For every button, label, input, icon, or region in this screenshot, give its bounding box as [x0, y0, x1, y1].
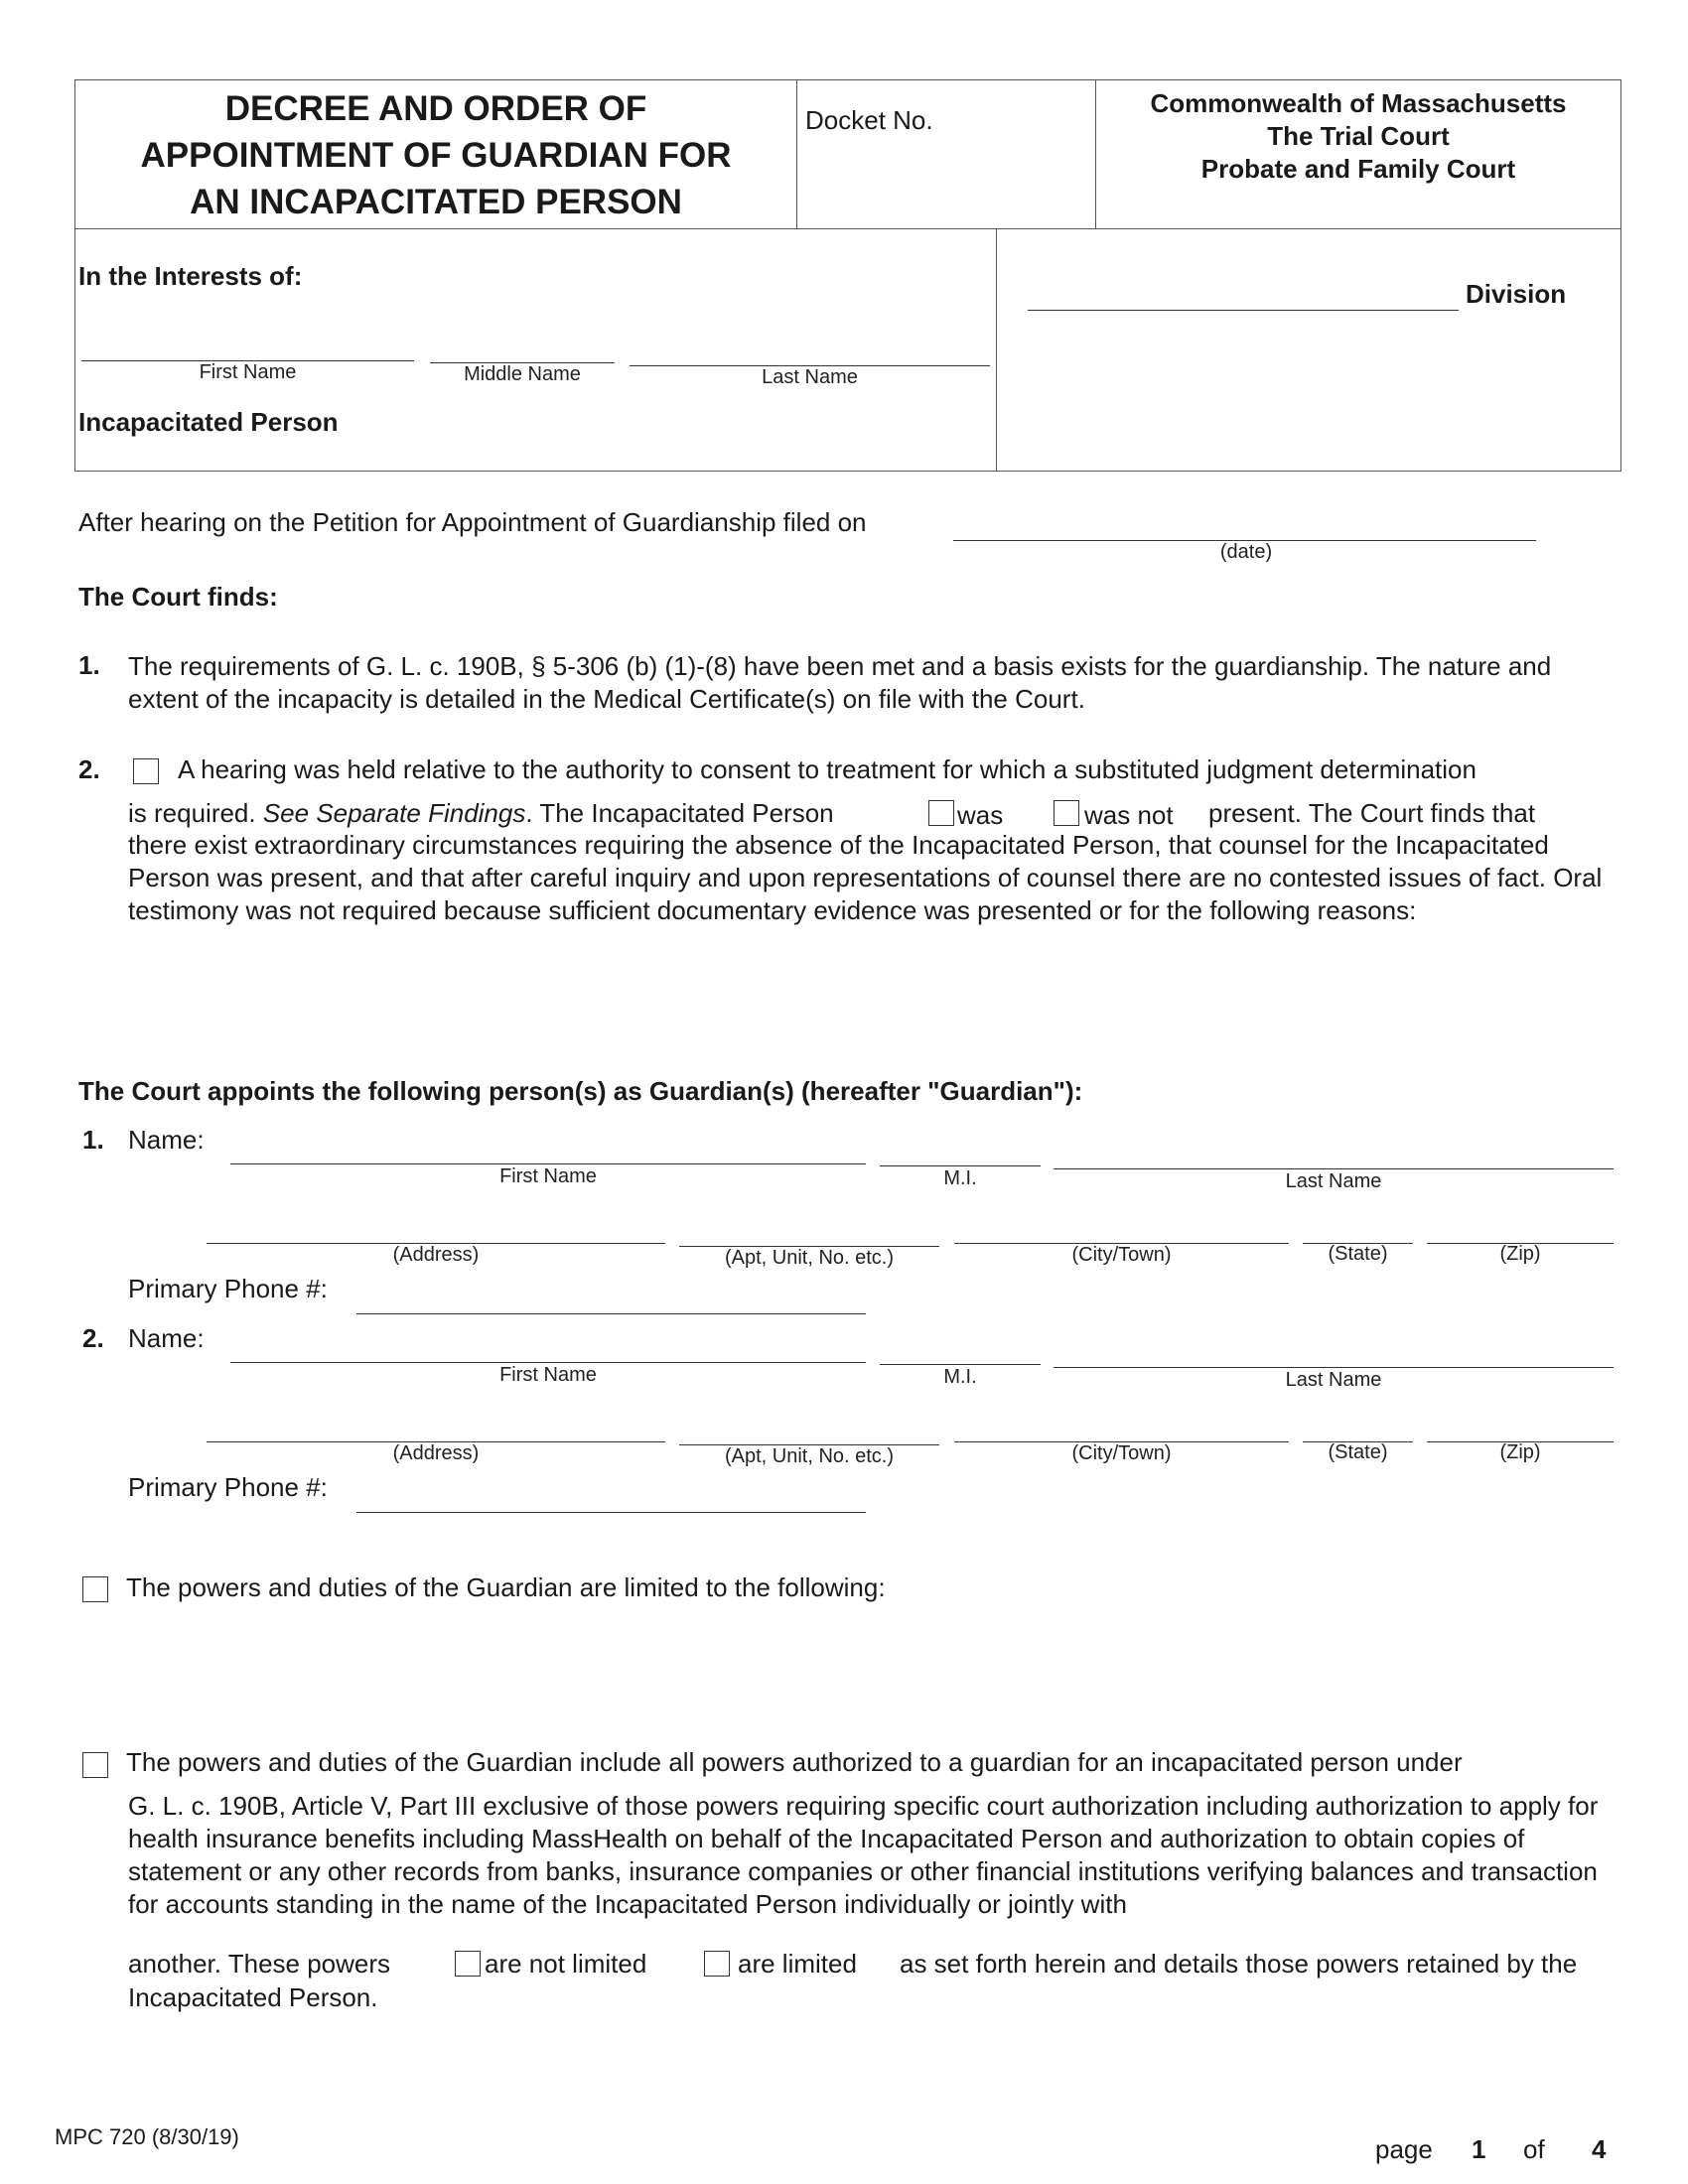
last-name-label: Last Name [762, 366, 858, 388]
was-present-checkbox[interactable] [928, 800, 954, 826]
page-total: 4 [1592, 2134, 1607, 2164]
division-field[interactable] [1028, 310, 1459, 311]
finding-1-text: The requirements of G. L. c. 190B, § 5-306 (b) (1)-(8) have been met and a basis exists for the guardianship. The nature and extent of the incapacity is detailed in the Medical Certificate(s) on file with the Court. [128, 651, 1552, 714]
guardian-1-phone-label: Primary Phone #: [128, 1274, 328, 1303]
guardian-1-phone-field[interactable] [356, 1313, 866, 1314]
not-limited-checkbox[interactable] [455, 1951, 481, 1977]
guardian-1-zip-label: (Zip) [1499, 1243, 1541, 1265]
guardian-2-number: 2. [82, 1323, 104, 1353]
docket-label: Docket No. [805, 105, 933, 135]
finding-2-line-1: A hearing was held relative to the authority to consent to treatment for which a substituted judgment determination [178, 754, 1477, 784]
guardian-2-first-field[interactable] [230, 1362, 866, 1363]
was-label: was [957, 800, 1004, 830]
guardian-2-city-label: (City/Town) [1071, 1442, 1172, 1464]
was-not-present-checkbox[interactable] [1054, 800, 1079, 826]
court-line-2: The Trial Court [1267, 121, 1450, 151]
guardian-1-mi-label: M.I. [943, 1167, 977, 1189]
guardian-1-first-field[interactable] [230, 1163, 866, 1164]
page-label: page [1375, 2134, 1433, 2164]
guardian-2-phone-field[interactable] [356, 1512, 866, 1513]
hearing-text: After hearing on the Petition for Appointment of Guardianship filed on [78, 507, 867, 537]
was-not-label: was not [1084, 800, 1174, 830]
header-divider-v3 [996, 228, 997, 472]
guardian-1-state-label: (State) [1328, 1243, 1388, 1265]
guardian-1-last-field[interactable] [1054, 1168, 1614, 1169]
guardian-2-name-label: Name: [128, 1323, 205, 1353]
court-line-1: Commonwealth of Massachusetts [1150, 88, 1567, 118]
title-line-3: AN INCAPACITATED PERSON [190, 183, 682, 221]
guardian-2-apt-label: (Apt, Unit, No. etc.) [724, 1445, 895, 1467]
first-name-label: First Name [199, 361, 297, 383]
are-limited-checkbox[interactable] [704, 1951, 730, 1977]
not-limited-label: are not limited [485, 1949, 647, 1979]
incapacitated-person-end: Incapacitated Person. [128, 1982, 378, 2012]
see-separate-findings: See Separate Findings [262, 798, 526, 828]
powers-all-checkbox[interactable] [82, 1752, 108, 1778]
set-forth-text: as set forth herein and details those powers retained by the [900, 1949, 1578, 1979]
guardian-2-mi-field[interactable] [880, 1364, 1041, 1365]
of-label: of [1523, 2134, 1545, 2164]
court-line-3: Probate and Family Court [1200, 154, 1516, 184]
header-divider-v1 [796, 79, 797, 228]
guardian-1-address-label: (Address) [392, 1244, 480, 1266]
court-name [1098, 87, 1618, 186]
are-limited-label: are limited [738, 1949, 857, 1979]
title-line-2: APPOINTMENT OF GUARDIAN FOR [140, 136, 732, 175]
finding-2-number: 2. [78, 754, 100, 784]
substituted-judgment-checkbox[interactable] [133, 758, 159, 784]
another-text: another. These powers [128, 1949, 391, 1979]
guardian-1-number: 1. [82, 1125, 104, 1155]
guardian-2-last-field[interactable] [1054, 1367, 1614, 1368]
powers-limited-text: The powers and duties of the Guardian are limited to the following: [126, 1572, 886, 1602]
guardian-1-city-label: (City/Town) [1071, 1244, 1172, 1266]
finding-2-rest: there exist extraordinary circumstances requiring the absence of the Incapacitated Person, that counsel for the Incapacitated Person was present, and that after careful inquiry and upon representations of counsel there are no contested issues of fact. Oral testimony was not required because sufficient documentary evidence was presented or for the following reasons: [128, 830, 1603, 925]
powers-limited-checkbox[interactable] [82, 1576, 108, 1602]
interests-label: In the Interests of: [78, 261, 303, 291]
finding-2-line-2a: is required. [128, 798, 263, 828]
guardian-2-last-label: Last Name [1285, 1369, 1382, 1391]
incapacitated-person-label: Incapacitated Person [78, 407, 339, 437]
powers-all-rest: G. L. c. 190B, Article V, Part III exclusive of those powers requiring specific court authorization including authorization to apply for health insurance benefits including MassHealth on behalf of the Incapacitated Person and authorization to obtain copies of statement or any other records from banks, insurance companies or other financial institutions verifying balances and transaction for accounts standing in the name of the Incapacitated Person individually or jointly with [128, 1791, 1599, 1919]
guardian-1-apt-label: (Apt, Unit, No. etc.) [724, 1247, 895, 1269]
finding-1-number: 1. [78, 650, 100, 680]
form-title [79, 85, 792, 225]
guardian-1-mi-field[interactable] [880, 1165, 1041, 1166]
guardian-1-last-label: Last Name [1285, 1170, 1382, 1192]
finding-2-line-2 [128, 798, 834, 829]
powers-all-line-1: The powers and duties of the Guardian include all powers authorized to a guardian for an incapacitated person under [126, 1747, 1463, 1777]
guardian-2-first-label: First Name [499, 1364, 597, 1386]
guardian-1-first-label: First Name [499, 1165, 597, 1187]
page-number: 1 [1472, 2134, 1486, 2164]
title-line-1: DECREE AND ORDER OF [224, 89, 647, 128]
guardian-2-zip-label: (Zip) [1499, 1441, 1541, 1463]
appoints-heading: The Court appoints the following person(s) as Guardian(s) (hereafter "Guardian"): [78, 1076, 1083, 1106]
findings-heading: The Court finds: [78, 582, 278, 612]
header-divider-v2 [1095, 79, 1096, 228]
form-id: MPC 720 (8/30/19) [55, 2124, 239, 2149]
finding-2-line-2b: . The Incapacitated Person [525, 798, 834, 828]
division-label: Division [1466, 279, 1567, 309]
middle-name-label: Middle Name [464, 363, 581, 385]
guardian-2-mi-label: M.I. [943, 1366, 977, 1388]
date-label: (date) [1219, 541, 1273, 563]
guardian-2-address-label: (Address) [392, 1442, 480, 1464]
header-divider-h [74, 228, 1621, 229]
guardian-2-phone-label: Primary Phone #: [128, 1472, 328, 1502]
present-text: present. The Court finds that [1208, 798, 1536, 828]
guardian-2-state-label: (State) [1328, 1441, 1388, 1463]
guardian-1-name-label: Name: [128, 1125, 205, 1155]
